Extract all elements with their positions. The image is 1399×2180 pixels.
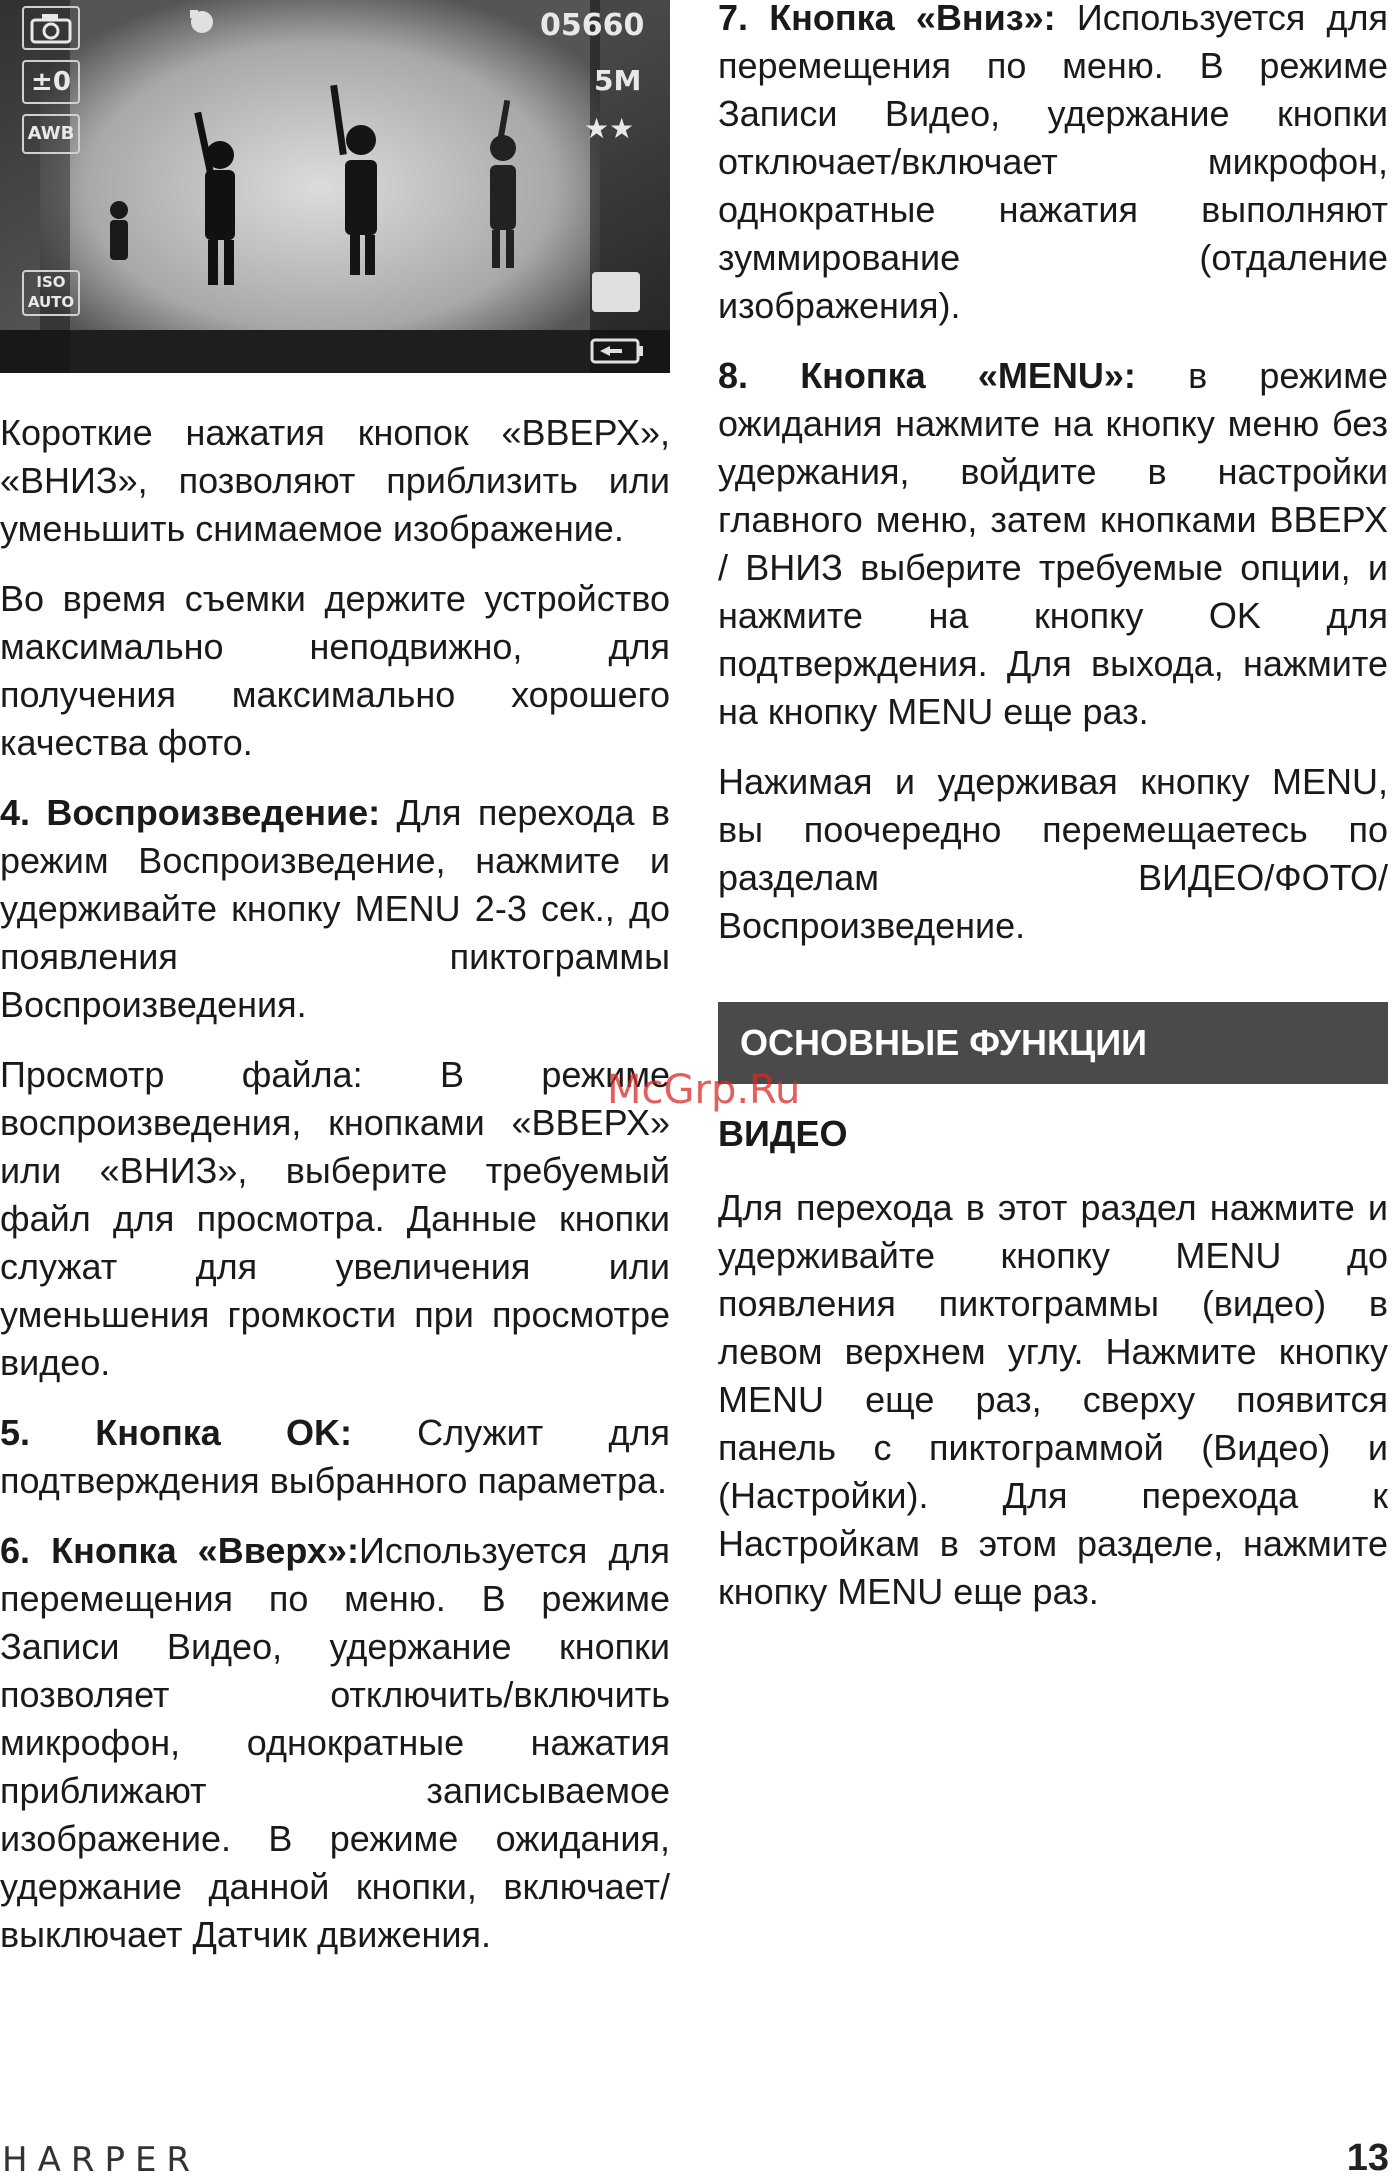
paragraph-menu-hold: Нажимая и удерживая кнопку MENU, вы поочередно перемещаетесь по разделам ВИДЕО/ФОТО/Воспроизведение. <box>718 761 1388 946</box>
section-header: ОСНОВНЫЕ ФУНКЦИИ <box>718 1002 1388 1084</box>
playback-text: Для перехода в режим Воспроизведение, нажмите и удерживайте кнопку MENU 2-3 сек., до появления пиктограммы Воспроизведения. <box>0 792 670 1025</box>
paragraph-playback <box>0 789 670 1029</box>
ok-button-label: 5. Кнопка OK: <box>0 1412 352 1453</box>
paragraph-zoom: Короткие нажатия кнопок «ВВЕРХ», «ВНИЗ», позволяют приблизить или уменьшить снимаемое изображение. <box>0 412 670 549</box>
paragraph-video: Для перехода в этот раздел нажмите и удерживайте кнопку MENU до появления пиктограммы (видео) в левом верхнем углу. Нажмите кнопку MENU еще раз, сверху появится панель с пиктограммой (Видео) и (Настройки). Для перехода к Настройкам в этом разделе, нажмите кнопку MENU еще раз. <box>718 1187 1388 1612</box>
up-button-label: 6. Кнопка «Вверх»: <box>0 1530 359 1571</box>
ev-icon: ±0 <box>22 60 80 104</box>
subsection-title: ВИДЕО <box>718 1113 848 1154</box>
quality-stars: ★★ <box>584 112 635 145</box>
watermark: McGrp.Ru <box>607 1067 801 1113</box>
camera-screenshot <box>0 0 670 373</box>
paragraph-file-view: Просмотр файла: В режиме воспроизведения, кнопками «ВВЕРХ» или «ВНИЗ», выберите требуемый файл для просмотра. Данные кнопки служат для увеличения или уменьшения громкости при просмотре видео. <box>0 1054 670 1383</box>
down-button-label: 7. Кнопка «Вниз»: <box>718 0 1056 38</box>
shot-counter: 05660 <box>540 8 645 43</box>
memory-card-icon <box>592 272 640 312</box>
camera-scene <box>0 0 670 373</box>
playback-label: 4. Воспроизведение: <box>0 792 381 833</box>
paragraph-down-button <box>718 0 1388 330</box>
right-column <box>718 0 1388 1616</box>
ok-button-text: Служит для подтверждения выбранного параметра. <box>0 1412 670 1501</box>
menu-button-label: 8. Кнопка «MENU»: <box>718 355 1136 396</box>
figure-small <box>110 201 128 260</box>
left-column <box>0 0 670 1959</box>
brand-logo: HARPER <box>2 2140 201 2180</box>
page-number: 13 <box>1346 2137 1389 2179</box>
menu-button-text: в режиме ожидания нажмите на кнопку меню без удержания, войдите в настройки главного меню, затем кнопками ВВЕРХ / ВНИЗ выберите требуемые опции, и нажмите на кнопку OK для подтверждения. Для выхода, нажмите на кнопку MENU еще раз. <box>718 355 1388 732</box>
paragraph-up-button <box>0 1527 670 1959</box>
paragraph-menu-button <box>718 352 1388 736</box>
down-button-text: Используется для перемещения по меню. В режиме Записи Видео, удержание кнопки отключает/включает микрофон, однократные нажатия выполняют зуммирование (отдаление изображения). <box>718 0 1388 326</box>
camera-icon <box>22 6 80 50</box>
up-button-text: Используется для перемещения по меню. В режиме Записи Видео, удержание кнопки позволяет отключить/включить микрофон, однократные нажатия приближают записываемое изображение. В режиме ожидания, удержание данной кнопки, включает/выключает Датчик движения. <box>0 1530 670 1955</box>
paragraph-ok-button <box>0 1409 670 1505</box>
paragraph-stability: Во время съемки держите устройство максимально неподвижно, для получения максимально хорошего качества фото. <box>0 578 670 763</box>
awb-icon: AWB <box>22 114 80 154</box>
iso-icon: ISO AUTO <box>22 270 80 316</box>
resolution-label: 5M <box>594 64 642 97</box>
